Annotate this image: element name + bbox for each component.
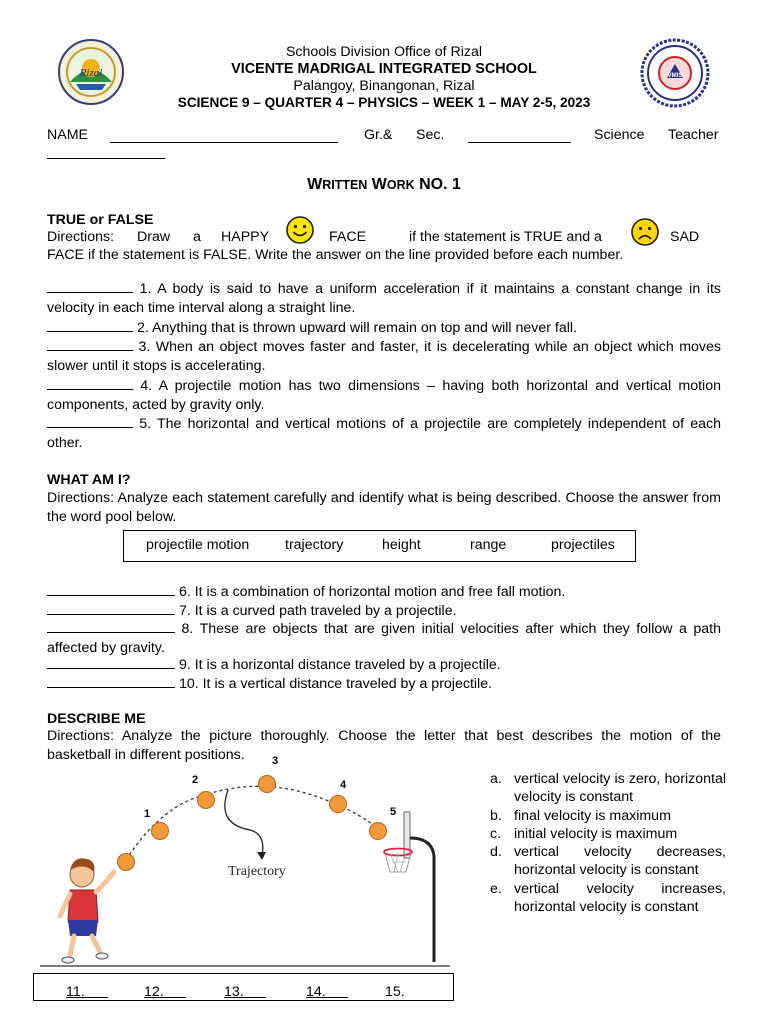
position-label: 5: [390, 806, 397, 818]
name-field[interactable]: [110, 129, 338, 143]
answer-blank[interactable]: [47, 655, 175, 669]
basketball: [198, 792, 215, 809]
position-label: 3: [272, 755, 279, 767]
word-pool-item: range: [470, 537, 507, 553]
word-pool: [123, 530, 636, 562]
choice-e: e. vertical velocity increases, horizontal velocity is constant: [490, 881, 726, 916]
svg-text:Rizal: Rizal: [79, 67, 103, 79]
tf-item-5: 5. The horizontal and vertical motions of a projectile are completely independent of each other.: [47, 416, 722, 451]
tf-directions-line1: Directions: Draw a HAPPY FACE if the statement is TRUE and a SAD: [47, 229, 721, 247]
answer-blank[interactable]: [47, 674, 175, 688]
answer-blank[interactable]: [47, 582, 175, 596]
answer-blank[interactable]: [306, 984, 348, 998]
tf-heading: TRUE or FALSE: [47, 212, 154, 228]
word-pool-item: height: [382, 537, 421, 553]
basketball: [259, 776, 276, 793]
position-label: 4: [340, 779, 347, 791]
tf-item-2: 2. Anything that is thrown upward will remain on top and will never fall.: [47, 318, 721, 338]
word-pool-item: trajectory: [285, 537, 344, 553]
position-label: 2: [192, 774, 199, 786]
basketball-trajectory-figure: [40, 754, 460, 970]
basketball: [370, 823, 387, 840]
wai-item-8: 8. These are objects that are given initial velocities after which they follow a path affected by gravity.: [47, 621, 722, 656]
tf-item-1: 1. A body is said to have a uniform acceleration if it maintains a constant change in its velocity in each time interval along a straight line.: [47, 281, 721, 316]
word-pool-item: projectile motion: [146, 537, 250, 553]
name-label: NAME: [47, 127, 88, 143]
smiley-face-icon: [285, 215, 315, 245]
svg-text:VMIS: VMIS: [667, 73, 683, 79]
tf-item-4: 4. A projectile motion has two dimensions – having both horizontal and vertical motion components, acted by gravity only.: [47, 378, 721, 413]
school-name: VICENTE MADRIGAL INTEGRATED SCHOOL: [231, 61, 537, 77]
teacher-label: Teacher: [668, 127, 719, 143]
choice-d: d. vertical velocity decreases, horizontal velocity is constant: [490, 844, 726, 879]
answer-blank[interactable]: [144, 984, 186, 998]
basketball: [152, 823, 169, 840]
trajectory-arrow: [225, 790, 263, 856]
sad-face-icon: [630, 217, 660, 247]
grade-label: Gr.&: [364, 127, 393, 143]
answer-blank[interactable]: [47, 337, 133, 351]
teacher-field[interactable]: [47, 145, 165, 159]
position-label: 1: [144, 808, 151, 820]
wai-item-10: 10. It is a vertical distance traveled by a projectile.: [47, 674, 721, 694]
choice-c: c. initial velocity is maximum: [490, 826, 678, 842]
basketball-hoop: [384, 812, 434, 962]
section-label: Sec.: [416, 127, 445, 143]
answer-blank[interactable]: [224, 984, 266, 998]
word-pool-item: projectiles: [551, 537, 615, 553]
choice-a: a. vertical velocity is zero, horizontal velocity is constant: [490, 771, 726, 806]
worksheet-title: WRITTEN WORK NO. 1: [307, 176, 461, 193]
tf-item-3: 3. When an object moves faster and faster, it is decelerating while an object which moves slower until it stops is accelerating.: [47, 339, 721, 374]
wai-directions: Directions: Analyze each statement carefully and identify what is being described. Choose the answer from the word pool below.: [47, 490, 721, 525]
answer-blank[interactable]: [47, 601, 175, 615]
tf-directions-line2: FACE if the statement is FALSE. Write the answer on the line provided before each number.: [47, 247, 624, 263]
division-logo: [56, 38, 126, 106]
dm-heading: DESCRIBE ME: [47, 711, 146, 727]
basketball: [118, 854, 135, 871]
boy-figure: [60, 858, 114, 963]
science-label: Science: [594, 127, 645, 143]
choice-b: b. final velocity is maximum: [490, 808, 671, 824]
wai-item-7: 7. It is a curved path traveled by a projectile.: [47, 601, 721, 621]
dm-directions: Directions: Analyze the picture thoroughly. Choose the letter that best describes the motion of the basketball in different positions.: [47, 728, 721, 763]
answer-blank[interactable]: [66, 984, 108, 998]
answer-blank[interactable]: [47, 376, 133, 390]
school-logo: [639, 38, 711, 108]
wai-item-6: 6. It is a combination of horizontal motion and free fall motion.: [47, 582, 721, 602]
trajectory-label: Trajectory: [228, 864, 286, 879]
wai-heading: WHAT AM I?: [47, 472, 131, 488]
answer-blank[interactable]: [47, 619, 175, 633]
subject-line: SCIENCE 9 – QUARTER 4 – PHYSICS – WEEK 1 – MAY 2-5, 2023: [177, 95, 591, 110]
answer-blank[interactable]: [47, 279, 133, 293]
school-address: Palangoy, Binangonan, Rizal: [293, 78, 475, 94]
answer-blank[interactable]: [47, 414, 133, 428]
division-office: Schools Division Office of Rizal: [285, 44, 483, 60]
wai-item-9: 9. It is a horizontal distance traveled by a projectile.: [47, 655, 721, 675]
answer-box: 11. 12. 13. 14. 15.: [33, 973, 454, 1001]
basketball: [330, 796, 347, 813]
answer-blank[interactable]: [47, 318, 133, 332]
grade-section-field[interactable]: [468, 129, 571, 143]
